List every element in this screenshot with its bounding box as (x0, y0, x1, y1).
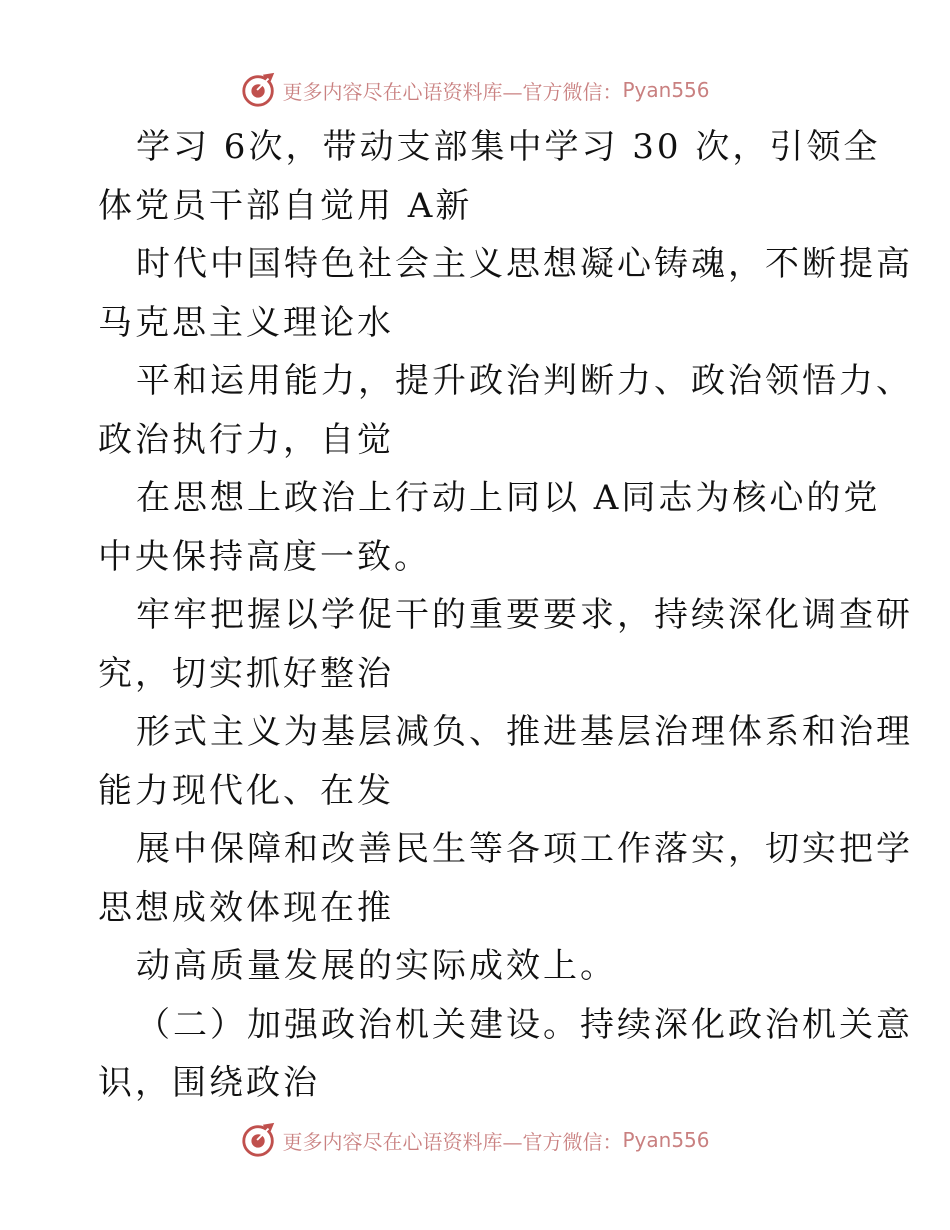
paragraph-first-line: 学习 6次，带动支部集中学习 30 次，引领全 (136, 127, 881, 167)
footer-banner (0, 1118, 950, 1162)
paragraph-first-line: 展中保障和改善民生等各项工作落实，切实把学 (136, 829, 913, 869)
paragraph (98, 352, 913, 469)
paragraph-continuation: 中央保持高度一致。 (98, 536, 431, 577)
paragraph-first-line: 牢牢把握以学促干的重要要求，持续深化调查研 (136, 595, 913, 635)
paragraph-continuation: 究，切实抓好整治 (98, 653, 394, 694)
paragraph-first-line: 形式主义为基层减负、推进基层治理体系和治理 (136, 712, 913, 752)
paragraph-continuation: 思想成效体现在推 (98, 887, 394, 928)
paragraph-continuation: 马克思主义理论水 (98, 302, 394, 343)
paragraph-first-line: 在思想上政治上行动上同以 A同志为核心的党 (136, 478, 881, 518)
paragraph-continuation: 体党员干部自觉用 A新 (98, 185, 473, 226)
footer-watermark-text: 更多内容尽在心语资料库—官方微信： (282, 1129, 623, 1154)
paragraph (98, 703, 913, 820)
document-body (98, 118, 913, 1113)
paragraph-continuation: 政治执行力，自觉 (98, 419, 394, 460)
paragraph-first-line: 动高质量发展的实际成效上。 (136, 946, 617, 986)
paragraph-continuation: 识，围绕政治 (98, 1063, 320, 1103)
paragraph-first-line: 平和运用能力，提升政治判断力、政治领悟力、 (136, 361, 913, 401)
paragraph-continuation: 能力现代化、在发 (98, 770, 394, 811)
paragraph (98, 586, 913, 703)
header-banner (0, 68, 950, 112)
header-wechat-id: Pyan556 (622, 78, 710, 102)
footer-wechat-id: Pyan556 (622, 1128, 710, 1152)
paragraph (98, 118, 881, 235)
pen-nib-logo-icon (240, 71, 278, 109)
paragraph (98, 469, 881, 586)
paragraph (98, 235, 913, 352)
paragraph-first-line: （二）加强政治机关建设。持续深化政治机关意 (136, 1004, 913, 1045)
pen-nib-logo-icon (240, 1121, 278, 1159)
paragraph-first-line: 时代中国特色社会主义思想凝心铸魂，不断提高 (136, 244, 913, 284)
paragraph (98, 937, 858, 996)
paragraph (98, 820, 913, 937)
paragraph (98, 996, 913, 1113)
header-watermark-text: 更多内容尽在心语资料库—官方微信： (282, 79, 623, 104)
